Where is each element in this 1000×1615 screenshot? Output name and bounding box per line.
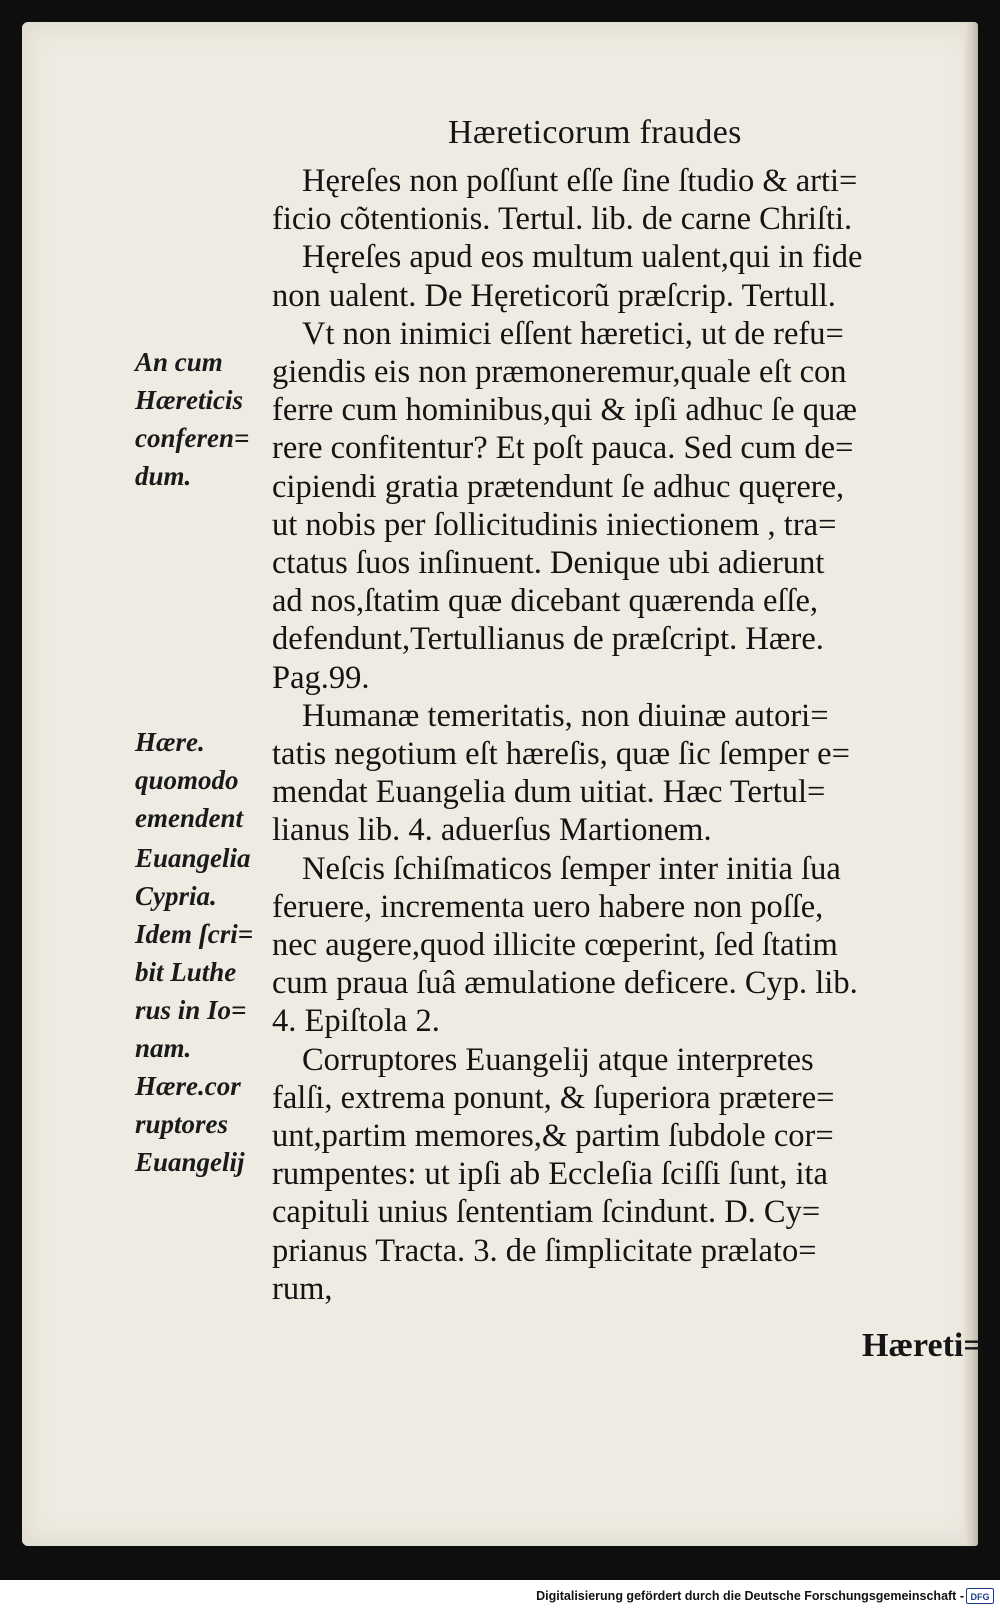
margin-note: Hære. [135, 727, 205, 757]
margin-note: ruptores [135, 1109, 229, 1139]
text-line: ad nos,ſtatim quæ dicebant quærenda eſſe, [272, 583, 819, 620]
dfg-logo-icon: DFG [966, 1588, 994, 1604]
text-line: falſi, extrema ponunt, & ſuperiora prætere= [272, 1079, 835, 1116]
text-line: feruere, incrementa uero habere non poſſe, [272, 888, 824, 925]
text-line: mendat Euangelia dum uitiat. Hæc Tertul= [272, 774, 826, 811]
text-line: Hęreſes non poſſunt eſſe ſine ſtudio & arti= [302, 163, 858, 199]
text-line: Vt non inimici eſſent hæretici, ut de refu= [302, 315, 844, 352]
margin-note: Cypria. [135, 881, 217, 911]
margin-note: emendent [135, 803, 243, 833]
margin-note: dum. [135, 461, 192, 491]
margin-note: Hæreticis [135, 385, 243, 415]
funding-credit: Digitalisierung gefördert durch die Deutsche Forschungsgemeinschaft - [536, 1589, 964, 1603]
text-line: capituli unius ſententiam ſcindunt. D. Cy= [272, 1194, 821, 1231]
text-line: giendis eis non præmoneremur,quale eſt con [272, 354, 847, 391]
margin-note: Euangelia [135, 843, 251, 873]
catchword: Hæreti= [862, 1327, 983, 1364]
margin-note: quomodo [135, 765, 239, 795]
text-line: rumpentes: ut ipſi ab Eccleſia ſciſſi ſunt, ita [272, 1156, 828, 1193]
running-head: Hæreticorum fraudes [448, 114, 742, 151]
text-line: unt,partim memores,& partim ſubdole cor= [272, 1118, 834, 1155]
margin-note: rus in Io= [135, 995, 247, 1025]
margin-note: Hære.cor [135, 1071, 241, 1101]
text-line: non ualent. De Hęreticorũ præſcrip. Tertull. [272, 277, 836, 314]
main-text-block [272, 162, 977, 1308]
text-line: Corruptores Euangelij atque interpretes [302, 1041, 814, 1078]
margin-note: Euangelij [135, 1147, 245, 1177]
margin-note: An cum [135, 347, 223, 377]
text-line: rum, [272, 1270, 333, 1307]
text-line: Neſcis ſchiſmaticos ſemper inter initia ſua [302, 850, 841, 887]
text-line: cum praua ſuâ æmulatione deficere. Cyp. lib. [272, 965, 858, 1002]
text-line: Pag.99. [272, 659, 370, 696]
text-line: ut nobis per ſollicitudinis iniectionem , tra= [272, 506, 837, 543]
margin-note: Idem ſcri= [135, 919, 254, 949]
text-line: defendunt,Tertullianus de præſcript. Hære. [272, 621, 824, 658]
text-line: ctatus ſuos inſinuent. Denique ubi adierunt [272, 545, 825, 582]
margin-note: bit Luthe [135, 957, 237, 987]
text-line: Hęreſes apud eos multum ualent,qui in fide [302, 239, 863, 276]
footer-bar [0, 1580, 1000, 1615]
text-line: ferre cum hominibus,qui & ipſi adhuc ſe quæ [272, 392, 857, 429]
margin-note: nam. [135, 1033, 192, 1063]
text-line: prianus Tracta. 3. de ſimplicitate prælato= [272, 1232, 817, 1269]
margin-note: conferen= [135, 423, 250, 453]
text-line: rere confitentur? Et poſt pauca. Sed cum de= [272, 430, 854, 467]
text-line: nec augere,quod illicite cœperint, ſed ſtatim [272, 927, 838, 964]
text-line: Humanæ temeritatis, non diuinæ autori= [302, 697, 829, 734]
text-line: ficio cõtentionis. Tertul. lib. de carne Chriſti. [272, 201, 853, 238]
text-line: tatis negotium eſt hæreſis, quæ ſic ſemper e= [272, 736, 850, 773]
text-line: 4. Epiſtola 2. [272, 1003, 440, 1040]
text-line: cipiendi gratia prætendunt ſe adhuc quęrere, [272, 468, 845, 505]
text-line: lianus lib. 4. aduerſus Martionem. [272, 812, 712, 849]
